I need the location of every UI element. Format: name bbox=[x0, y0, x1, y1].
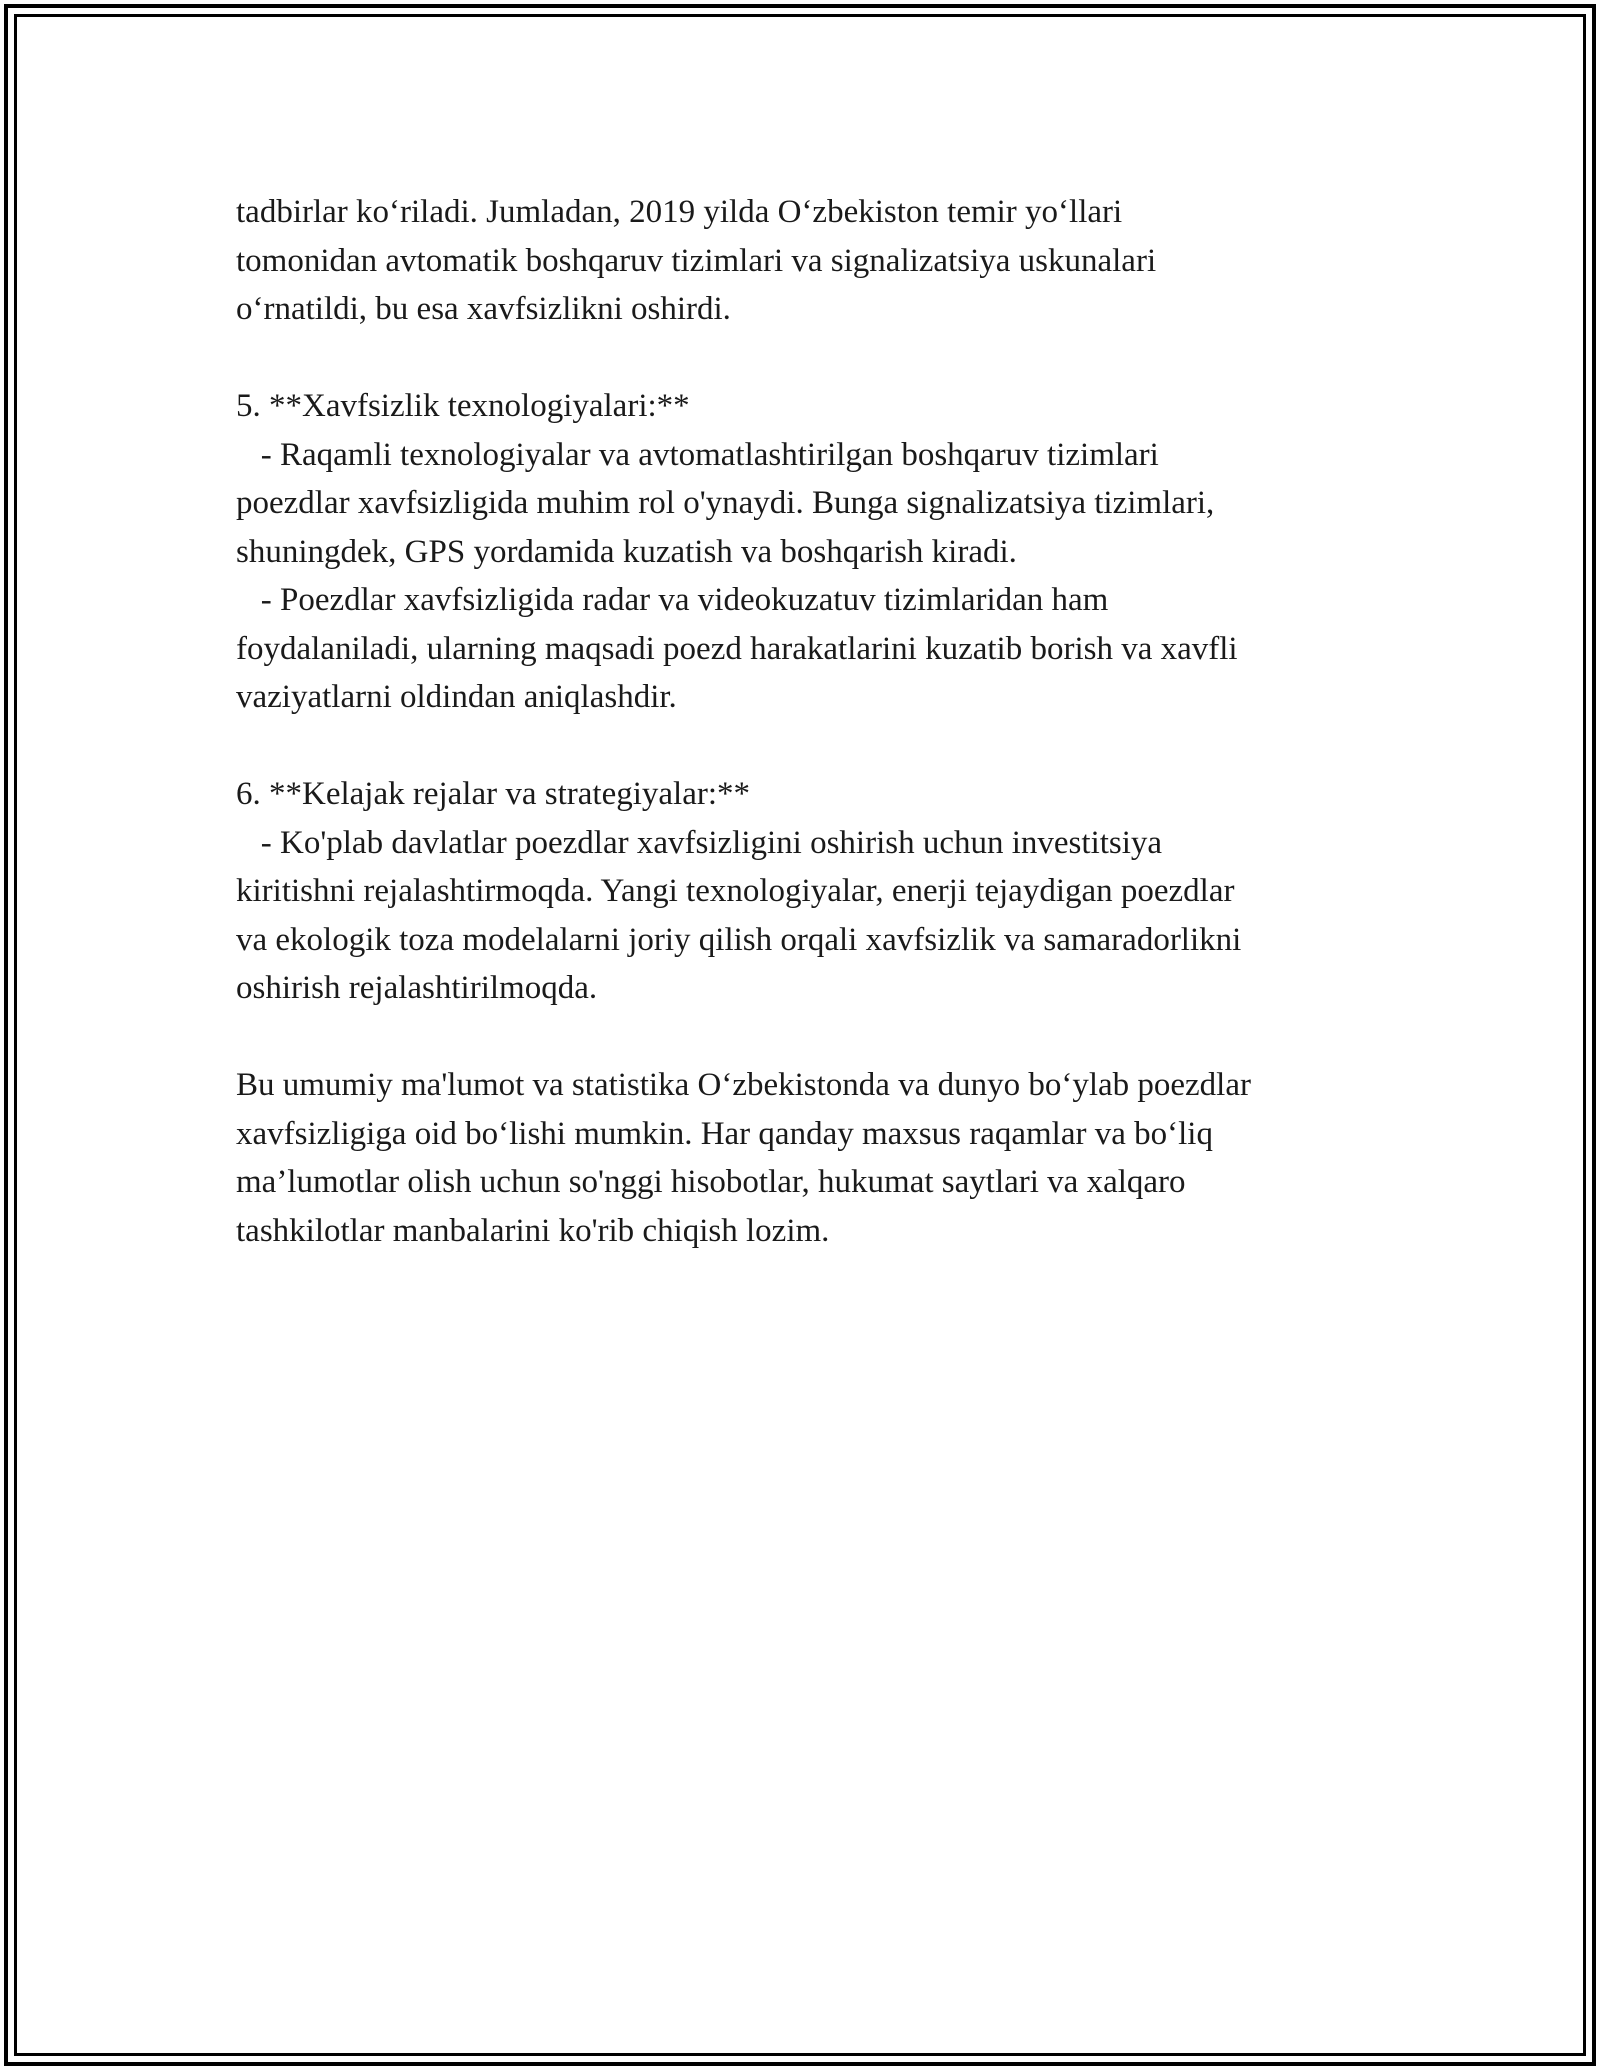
section-6-heading: 6. **Kelajak rejalar va strategiyalar:** bbox=[236, 776, 751, 812]
section-5-heading: 5. **Xavfsizlik texnologiyalari:** bbox=[236, 388, 690, 424]
section-5-bullet-1: - Raqamli texnologiyalar va avtomatlashtirilgan boshqaruv tizimlari poezdlar xavfsizligida muhim rol o'ynaydi. Bunga signalizatsiya tizimlari, shuningdek, GPS yordamida kuzatish va boshqarish kiradi. bbox=[236, 436, 1215, 570]
section-6-bullet-1: - Ko'plab davlatlar poezdlar xavfsizligini oshirish uchun investitsiya kiritishni rejalashtirmoqda. Yangi texnologiyalar, enerji tejaydigan poezdlar va ekologik toza modelalarni joriy qilish orqali xavfsizlik va samaradorlikni oshirish rejalashtirilmoqda. bbox=[236, 824, 1242, 1006]
intro-paragraph: tadbirlar koʻriladi. Jumladan, 2019 yilda Oʻzbekiston temir yoʻllari tomonidan avtomatik boshqaruv tizimlari va signalizatsiya uskunalari oʻrnatildi, bu esa xavfsizlikni oshirdi. bbox=[236, 194, 1157, 327]
document-body bbox=[236, 188, 1376, 1255]
section-5-bullet-2: - Poezdlar xavfsizligida radar va videokuzatuv tizimlaridan ham foydalaniladi, ularning maqsadi poezd harakatlarini kuzatib borish va xavfli vaziyatlarni oldindan aniqlashdir. bbox=[236, 582, 1238, 715]
paragraph-spacer bbox=[236, 334, 1376, 383]
paragraph-spacer bbox=[236, 722, 1376, 771]
paragraph-spacer bbox=[236, 1013, 1376, 1062]
closing-paragraph: Bu umumiy ma'lumot va statistika Oʻzbekistonda va dunyo boʻylab poezdlar xavfsizligiga oid boʻlishi mumkin. Har qanday maxsus raqamlar va boʻliq ma’lumotlar olish uchun so'nggi hisobotlar, hukumat saytlari va xalqaro tashkilotlar manbalarini ko'rib chiqish lozim. bbox=[236, 1067, 1251, 1249]
